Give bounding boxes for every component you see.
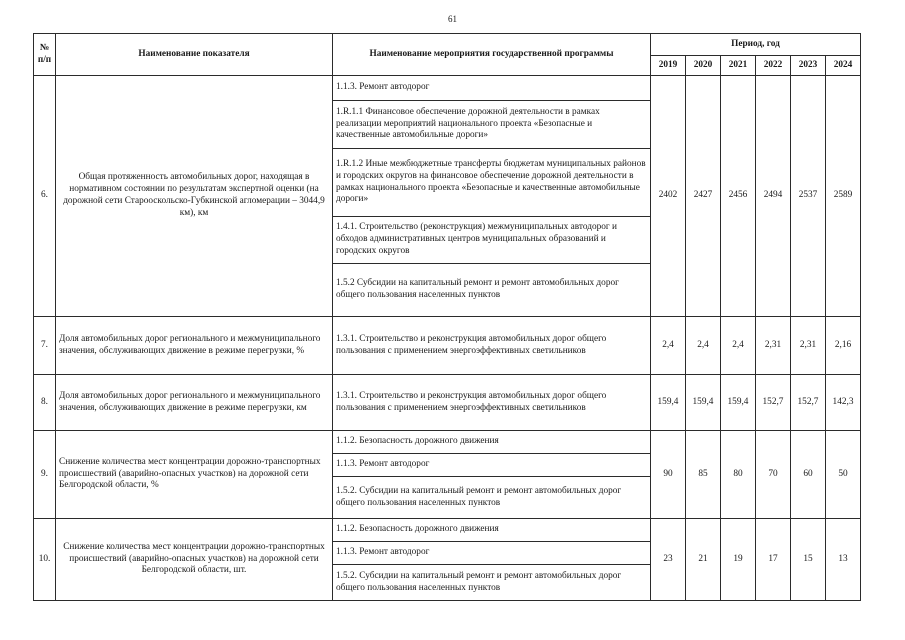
- header-year: 2021: [721, 56, 756, 76]
- activity-name: 1.1.2. Безопасность дорожного движения: [333, 519, 651, 542]
- activity-name: 1.4.1. Строительство (реконструкция) межмуниципальных автодорог и обходов административных центров муниципальных образований и городских округов: [333, 217, 651, 264]
- value-cell: 2537: [791, 76, 826, 317]
- indicator-name: Снижение количества мест концентрации дорожно-транспортных происшествий (аварийно-опасных участков) на дорожной сети Белгородской области, %: [56, 431, 333, 519]
- row-number: 6.: [34, 76, 56, 317]
- row-number: 9.: [34, 431, 56, 519]
- header-year: 2024: [826, 56, 861, 76]
- indicator-name: Снижение количества мест концентрации дорожно-транспортных происшествий (аварийно-опасных участков) на дорожной сети Белгородской области, шт.: [56, 519, 333, 601]
- activity-name: 1.1.3. Ремонт автодорог: [333, 542, 651, 565]
- header-year: 2022: [756, 56, 791, 76]
- row-number: 8.: [34, 375, 56, 431]
- value-cell: 19: [721, 519, 756, 601]
- activity-name: 1.5.2. Субсидии на капитальный ремонт и ремонт автомобильных дорог общего пользования населенных пунктов: [333, 565, 651, 601]
- value-cell: 85: [686, 431, 721, 519]
- value-cell: 142,3: [826, 375, 861, 431]
- activity-name: 1.3.1. Строительство и реконструкция автомобильных дорог общего пользования с применением энергоэффективных светильников: [333, 375, 651, 431]
- value-cell: 60: [791, 431, 826, 519]
- value-cell: 2494: [756, 76, 791, 317]
- indicators-table: [33, 33, 861, 601]
- value-cell: 2402: [651, 76, 686, 317]
- header-year: 2023: [791, 56, 826, 76]
- value-cell: 13: [826, 519, 861, 601]
- value-cell: 2,31: [791, 317, 826, 375]
- value-cell: 15: [791, 519, 826, 601]
- row-number: 10.: [34, 519, 56, 601]
- value-cell: 159,4: [721, 375, 756, 431]
- header-activity: Наименование мероприятия государственной программы: [333, 34, 651, 76]
- header-row: [34, 34, 861, 56]
- table-row: [34, 76, 861, 101]
- header-year: 2019: [651, 56, 686, 76]
- activity-name: 1.1.2. Безопасность дорожного движения: [333, 431, 651, 454]
- value-cell: 2589: [826, 76, 861, 317]
- header-num: № п/п: [34, 34, 56, 76]
- value-cell: 2456: [721, 76, 756, 317]
- value-cell: 2427: [686, 76, 721, 317]
- value-cell: 152,7: [791, 375, 826, 431]
- value-cell: 2,16: [826, 317, 861, 375]
- value-cell: 21: [686, 519, 721, 601]
- header-period: Период, год: [651, 34, 861, 56]
- table-row: [34, 431, 861, 454]
- table-row: [34, 375, 861, 431]
- value-cell: 2,4: [651, 317, 686, 375]
- activity-name: 1.1.3. Ремонт автодорог: [333, 454, 651, 477]
- value-cell: 80: [721, 431, 756, 519]
- table-row: [34, 519, 861, 542]
- row-number: 7.: [34, 317, 56, 375]
- value-cell: 90: [651, 431, 686, 519]
- value-cell: 50: [826, 431, 861, 519]
- activity-name: 1.5.2. Субсидии на капитальный ремонт и ремонт автомобильных дорог общего пользования населенных пунктов: [333, 477, 651, 519]
- header-indicator: Наименование показателя: [56, 34, 333, 76]
- value-cell: 2,4: [686, 317, 721, 375]
- table-row: [34, 317, 861, 375]
- activity-name: 1.3.1. Строительство и реконструкция автомобильных дорог общего пользования с применением энергоэффективных светильников: [333, 317, 651, 375]
- activity-name: 1.R.1.1 Финансовое обеспечение дорожной деятельности в рамках реализации мероприятий национального проекта «Безопасные и качественные автомобильные дороги»: [333, 101, 651, 149]
- value-cell: 152,7: [756, 375, 791, 431]
- indicator-name: Доля автомобильных дорог регионального и межмуниципального значения, обслуживающих движение в режиме перегрузки, км: [56, 375, 333, 431]
- page-number: 61: [448, 14, 457, 24]
- value-cell: 70: [756, 431, 791, 519]
- value-cell: 2,4: [721, 317, 756, 375]
- value-cell: 159,4: [651, 375, 686, 431]
- header-year: 2020: [686, 56, 721, 76]
- value-cell: 159,4: [686, 375, 721, 431]
- activity-name: 1.R.1.2 Иные межбюджетные трансферты бюджетам муниципальных районов и городских округов на финансовое обеспечение дорожной деятельности в рамках национального проекта «Безопасные и качественные автомобильные дороги»: [333, 149, 651, 217]
- indicator-name: Общая протяженность автомобильных дорог, находящая в нормативном состоянии по результатам экспертной оценки (на дорожной сети Старооскольско-Губкинской агломерации – 3044,9 км), км: [56, 76, 333, 317]
- value-cell: 2,31: [756, 317, 791, 375]
- value-cell: 23: [651, 519, 686, 601]
- indicator-name: Доля автомобильных дорог регионального и межмуниципального значения, обслуживающих движение в режиме перегрузки, %: [56, 317, 333, 375]
- value-cell: 17: [756, 519, 791, 601]
- activity-name: 1.5.2 Субсидии на капитальный ремонт и ремонт автомобильных дорог общего пользования населенных пунктов: [333, 264, 651, 317]
- activity-name: 1.1.3. Ремонт автодорог: [333, 76, 651, 101]
